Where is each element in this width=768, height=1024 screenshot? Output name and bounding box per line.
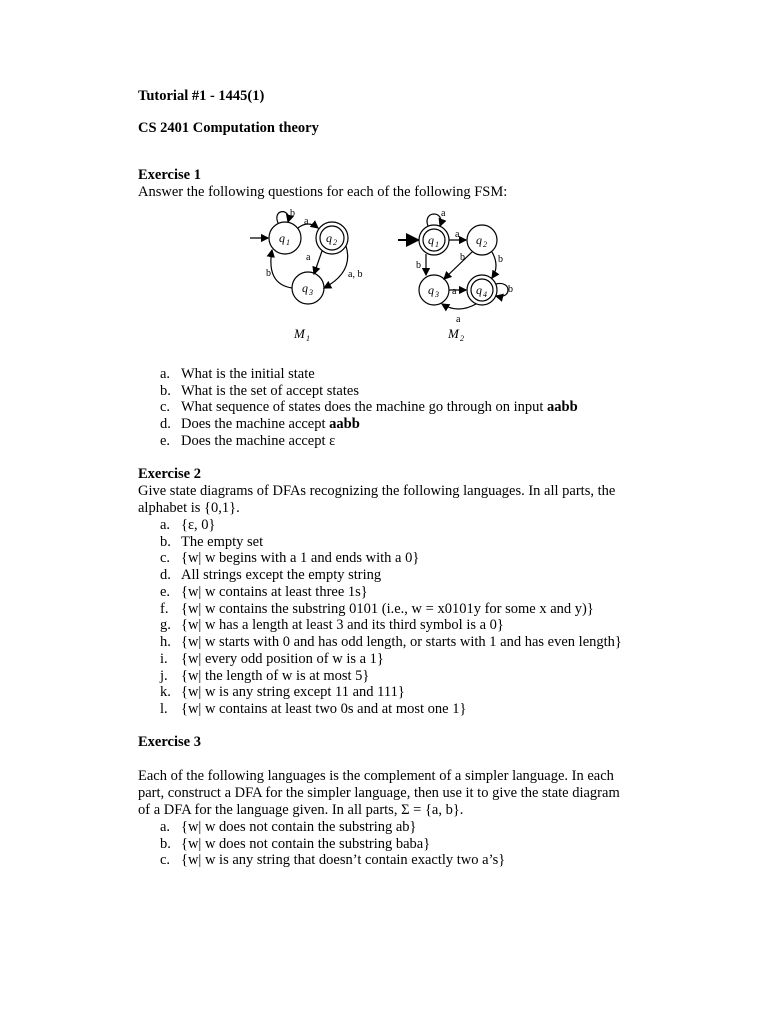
svg-text:1: 1 — [306, 334, 310, 343]
svg-text:b: b — [508, 284, 513, 295]
ex2-item-c: c. {w| w begins with a 1 and ends with a 0} — [160, 550, 420, 566]
exercise1-intro: Answer the following questions for each of the following FSM: — [138, 184, 508, 200]
svg-text:3: 3 — [309, 288, 313, 297]
svg-text:a: a — [456, 314, 461, 325]
svg-text:1: 1 — [435, 240, 439, 249]
ex2-item-l: l. {w| w contains at least two 0s and at most one 1} — [160, 701, 467, 717]
fsm-diagram — [230, 200, 530, 350]
m2-q4-label: q — [476, 283, 482, 297]
svg-text:2: 2 — [483, 240, 487, 249]
svg-text:b: b — [290, 208, 295, 219]
exercise1-title: Exercise 1 — [138, 167, 201, 183]
exercise2-intro-line2: alphabet is {0,1}. — [138, 500, 240, 516]
ex2-item-i: i. {w| every odd position of w is a 1} — [160, 651, 384, 667]
svg-text:a, b: a, b — [348, 269, 363, 280]
svg-text:3: 3 — [435, 290, 439, 299]
svg-text:a: a — [306, 252, 311, 263]
ex1-item-d: d. Does the machine accept aabb — [160, 416, 360, 432]
ex1-item-a: a. What is the initial state — [160, 366, 315, 382]
svg-text:b: b — [416, 260, 421, 271]
m1-q1-label: q — [279, 231, 285, 245]
svg-text:2: 2 — [460, 334, 464, 343]
svg-text:4: 4 — [483, 290, 487, 299]
svg-text:a: a — [304, 216, 309, 227]
exercise2-title: Exercise 2 — [138, 466, 201, 482]
svg-text:1: 1 — [286, 238, 290, 247]
ex2-item-k: k. {w| w is any string except 11 and 111} — [160, 684, 405, 700]
m1-q2-label: q — [326, 231, 332, 245]
svg-text:b: b — [460, 252, 465, 263]
ex3-item-b: b. {w| w does not contain the substring baba} — [160, 836, 431, 852]
ex2-item-f: f. {w| w contains the substring 0101 (i.e., w = x0101y for some x and y)} — [160, 601, 594, 617]
ex1-item-b: b. What is the set of accept states — [160, 383, 359, 399]
svg-text:b: b — [498, 254, 503, 265]
ex2-item-b: b. The empty set — [160, 534, 264, 550]
exercise3-title: Exercise 3 — [138, 734, 201, 750]
ex2-item-e: e. {w| w contains at least three 1s} — [160, 584, 368, 600]
ex1-item-e: e. Does the machine accept ε — [160, 433, 336, 449]
m2-q3-label: q — [428, 283, 434, 297]
tutorial-title: Tutorial #1 - 1445(1) — [138, 88, 265, 104]
ex3-item-a: a. {w| w does not contain the substring ab} — [160, 819, 417, 835]
m1-state-q1 — [269, 222, 301, 254]
svg-text:a: a — [455, 229, 460, 240]
exercise2-intro-line1: Give state diagrams of DFAs recognizing the following languages. In all parts, the — [138, 483, 616, 499]
ex2-item-h: h. {w| w starts with 0 and has odd length, or starts with 1 and has even length} — [160, 634, 622, 650]
course-title: CS 2401 Computation theory — [138, 120, 319, 136]
ex2-item-j: j. {w| the length of w is at most 5} — [160, 668, 370, 684]
exercise3-intro-line2: part, construct a DFA for the simpler language, then use it to give the state diagram — [138, 785, 620, 801]
ex2-item-a: a. {ε, 0} — [160, 517, 216, 533]
m1-caption: M — [294, 326, 305, 341]
machine-m1 — [250, 208, 362, 343]
m2-state-q2 — [467, 225, 497, 255]
ex2-item-g: g. {w| w has a length at least 3 and its third symbol is a 0} — [160, 617, 504, 633]
m2-q2-label: q — [476, 233, 482, 247]
exercise3-intro-line3: of a DFA for the language given. In all parts, Σ = {a, b}. — [138, 802, 464, 818]
m1-state-q2 — [316, 222, 348, 254]
fsm-figure — [230, 200, 530, 350]
ex3-item-c: c. {w| w is any string that doesn’t contain exactly two a’s} — [160, 852, 506, 868]
svg-text:b: b — [266, 268, 271, 279]
ex1-item-c: c. What sequence of states does the machine go through on input aabb — [160, 399, 578, 415]
machine-m2 — [398, 208, 513, 343]
ex2-item-d: d. All strings except the empty string — [160, 567, 382, 583]
svg-text:a: a — [452, 286, 457, 297]
svg-text:a: a — [441, 208, 446, 219]
m2-caption: M — [448, 326, 459, 341]
exercise3-intro-line1: Each of the following languages is the complement of a simpler language. In each — [138, 768, 614, 784]
m1-q3-label: q — [302, 281, 308, 295]
svg-text:2: 2 — [333, 238, 337, 247]
m2-q1-label: q — [428, 233, 434, 247]
m2-state-q3 — [419, 275, 449, 305]
m1-state-q3 — [292, 272, 324, 304]
